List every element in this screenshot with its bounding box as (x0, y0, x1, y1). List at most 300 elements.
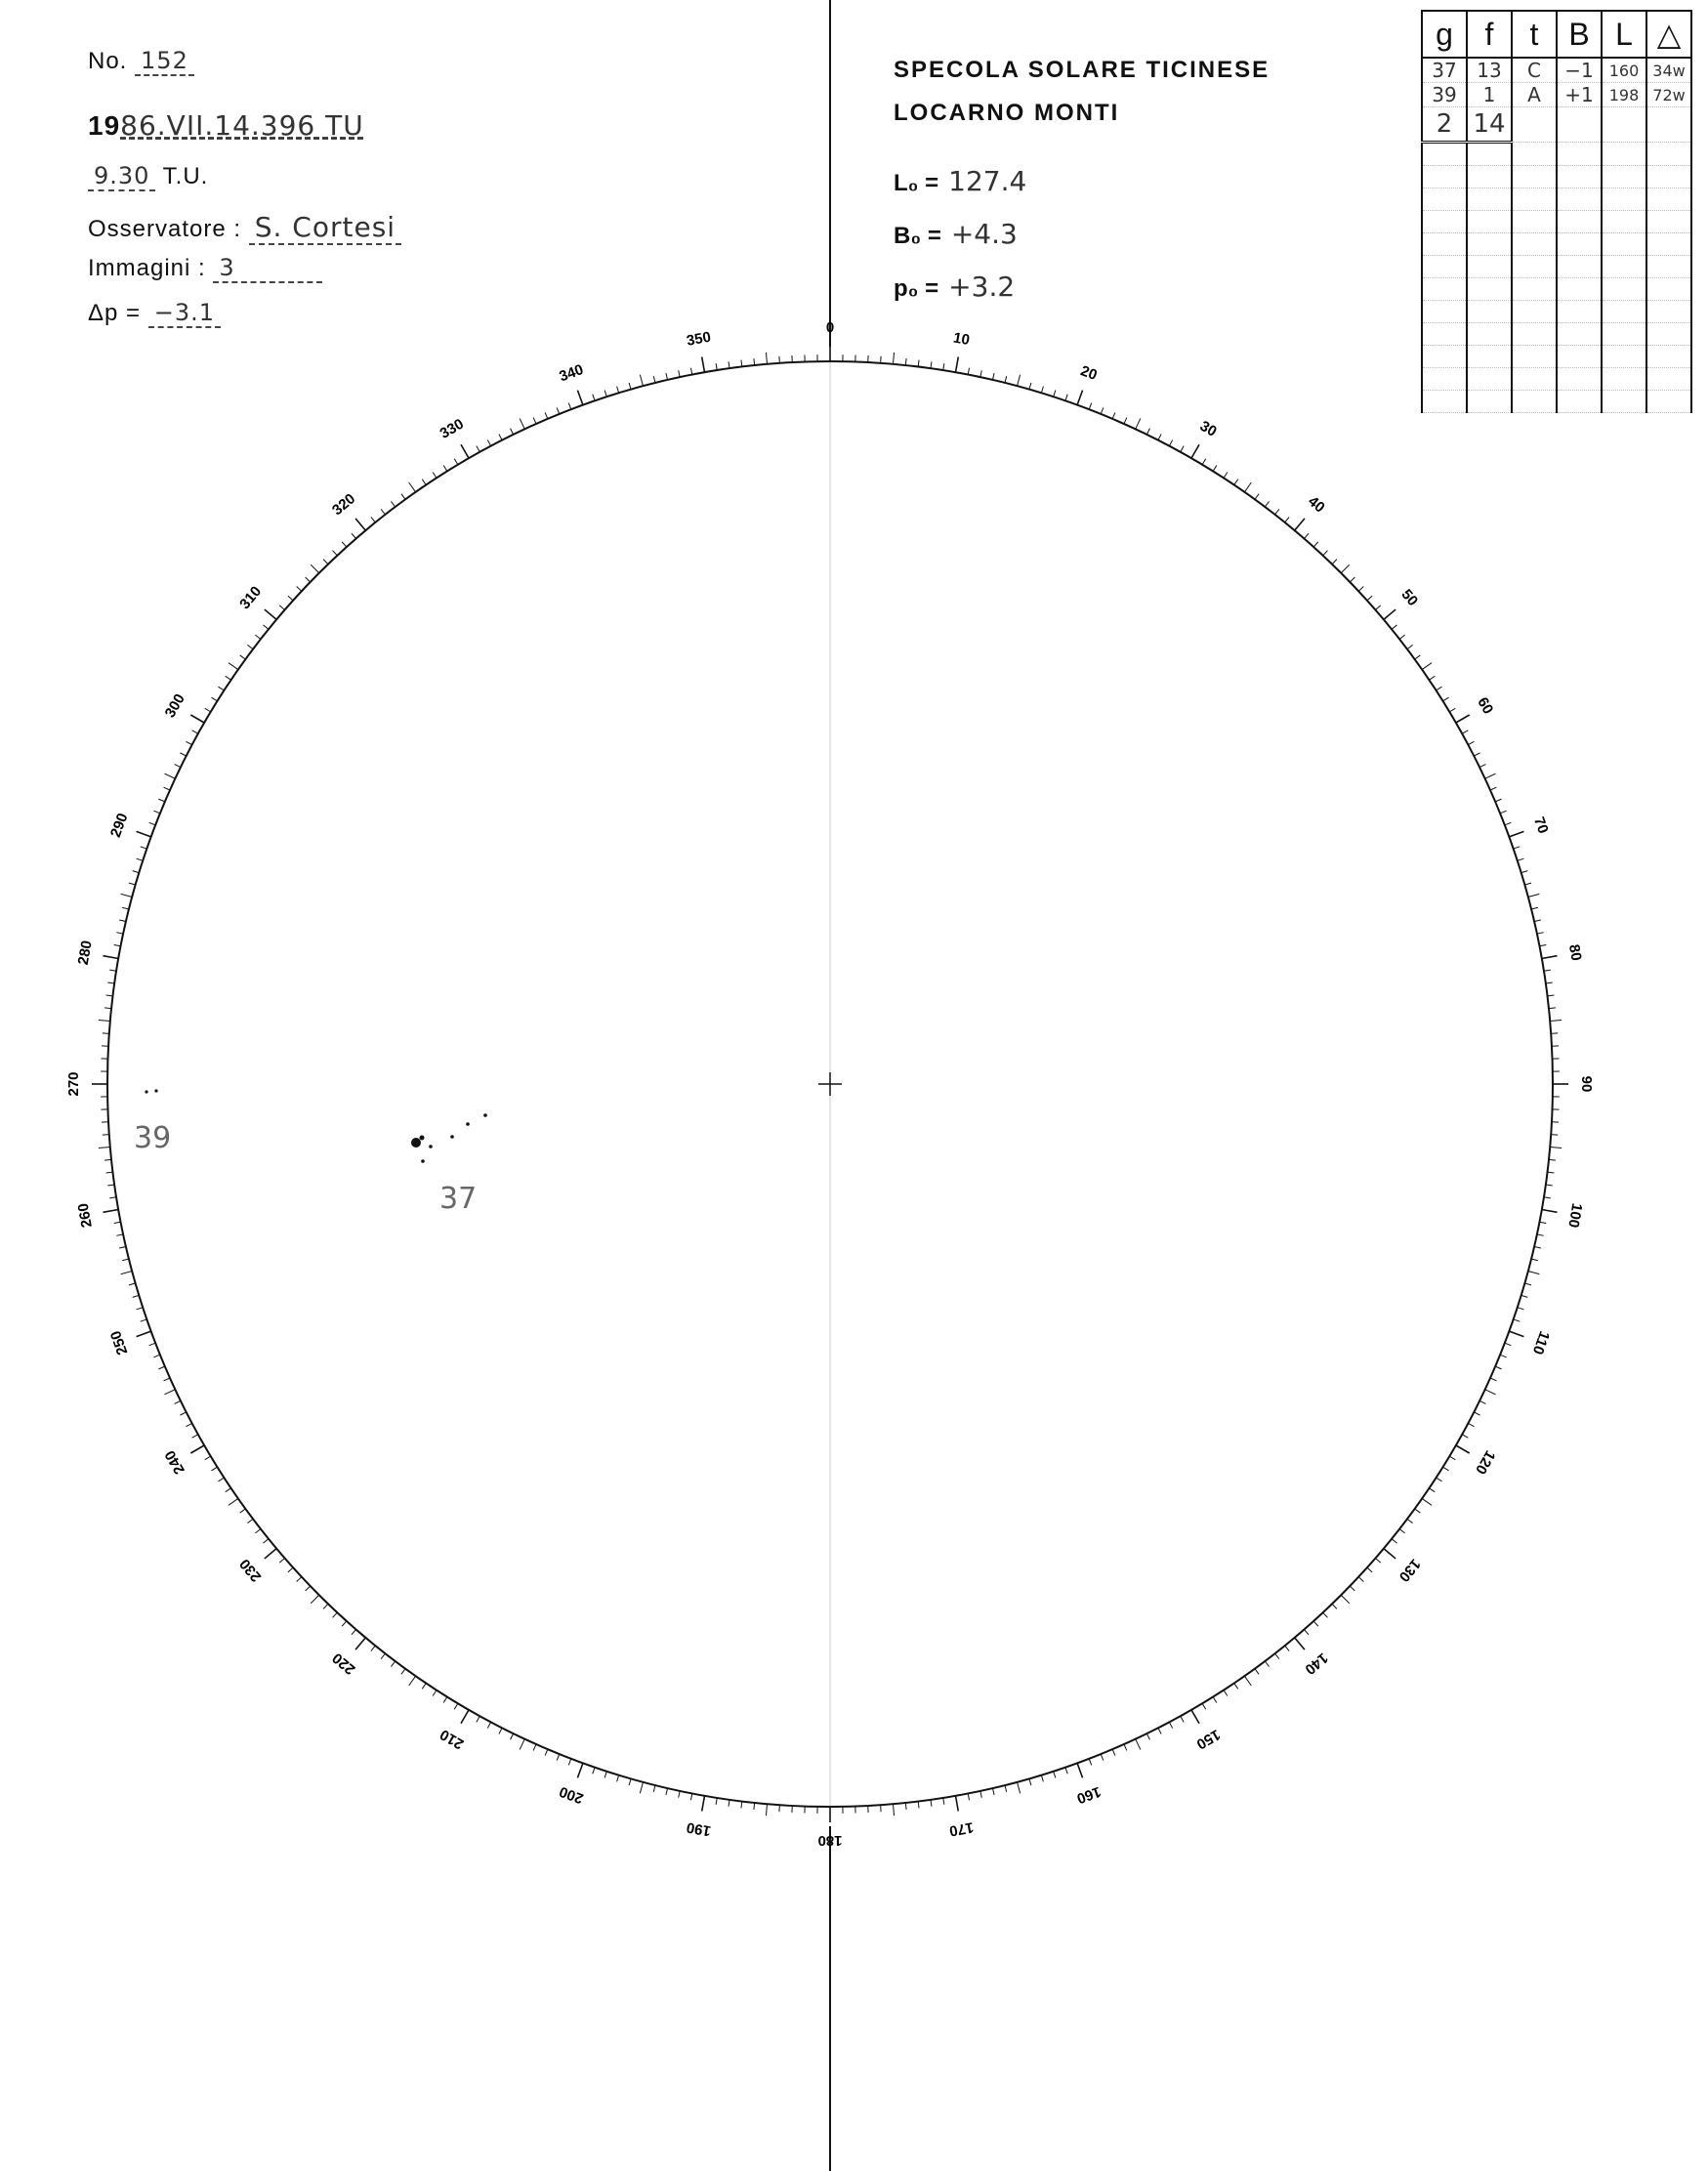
scale-label: 230 (236, 1555, 266, 1585)
scale-tick (1443, 697, 1449, 701)
scale-tick (1077, 1763, 1082, 1777)
scale-tick (106, 1172, 113, 1173)
scale-label: 50 (1397, 586, 1422, 609)
scale-tick (103, 1209, 118, 1212)
scale-tick (381, 509, 385, 515)
scale-tick (1375, 605, 1380, 610)
scale-tick (1550, 1147, 1562, 1148)
scale-tick (1474, 753, 1479, 756)
scale-tick (568, 403, 571, 410)
scale-tick (1443, 1467, 1449, 1471)
scale-tick (114, 944, 121, 945)
scale-tick (1437, 1478, 1442, 1482)
scale-tick (499, 1728, 502, 1733)
scale-tick (593, 395, 595, 401)
scale-tick (106, 995, 113, 996)
scale-tick (1367, 596, 1372, 601)
scale-tick (1191, 1710, 1199, 1724)
scale-tick (323, 1604, 328, 1608)
scale-tick (666, 373, 668, 380)
total-spots: 14 (1467, 107, 1512, 143)
center-cross (818, 1072, 842, 1096)
table-cell: 72w (1646, 83, 1691, 107)
sunspot (483, 1113, 487, 1117)
scale-tick (323, 560, 328, 564)
scale-tick (401, 494, 405, 500)
scale-tick (557, 407, 560, 413)
scale-label: 330 (437, 415, 467, 442)
scale-tick (1485, 1390, 1496, 1395)
scale-tick (1146, 429, 1149, 435)
time-suffix: T.U. (162, 163, 209, 189)
scale-tick (968, 368, 969, 375)
scale-tick (533, 1744, 536, 1750)
scale-tick (1313, 1621, 1318, 1626)
scale-tick (352, 1629, 356, 1634)
scale-tick (158, 799, 164, 802)
scale-tick (1542, 1209, 1558, 1212)
scale-tick (1313, 542, 1318, 547)
scale-tick (109, 970, 116, 971)
scale-tick (255, 1529, 261, 1533)
scale-tick (1437, 687, 1442, 690)
scale-tick (1518, 858, 1524, 860)
observer-label: Osservatore : (88, 216, 242, 242)
scale-tick (545, 412, 548, 418)
scale-tick (1304, 533, 1309, 538)
scale-tick (371, 517, 375, 522)
L0-value: 127.4 (948, 165, 1027, 197)
scale-tick (461, 1710, 469, 1724)
scale-tick (1112, 412, 1115, 418)
scale-label: 80 (1564, 942, 1585, 963)
scale-tick (355, 519, 365, 530)
scale-tick (121, 1272, 133, 1274)
time-value: 9.30 (88, 162, 155, 191)
scale-tick (205, 708, 211, 712)
table-cell: +1 (1557, 83, 1602, 107)
scale-label: 260 (74, 1201, 96, 1230)
scale-tick (499, 434, 502, 439)
delta-p-label: Δp = (88, 300, 142, 326)
sunspot (466, 1122, 470, 1126)
scale-tick (443, 1697, 447, 1703)
scale-tick (297, 587, 302, 592)
scale-tick (279, 1558, 284, 1563)
scale-tick (1169, 439, 1172, 445)
scale-tick (1549, 1159, 1556, 1160)
scale-tick (1275, 1653, 1279, 1659)
scale-tick (511, 429, 514, 435)
images-value: 3 (213, 254, 322, 283)
scale-tick (918, 1801, 919, 1808)
scale-label: 270 (64, 1071, 82, 1097)
scale-tick (433, 473, 437, 479)
scale-tick (629, 1778, 631, 1785)
scale-tick (653, 1785, 655, 1792)
scale-tick (409, 482, 416, 492)
scale-tick (1546, 982, 1553, 983)
scale-tick (1479, 1400, 1485, 1403)
scale-tick (1524, 883, 1531, 885)
scale-label: 220 (329, 1649, 359, 1678)
scale-tick (1429, 676, 1435, 680)
scale-label: 100 (1564, 1201, 1586, 1230)
scale-tick (1005, 376, 1007, 383)
scale-tick (1112, 1749, 1115, 1755)
scale-tick (1202, 459, 1206, 465)
scale-tick (342, 542, 347, 547)
scale-tick (122, 907, 129, 909)
scale-tick (1474, 1412, 1479, 1415)
col-header-g: g (1422, 11, 1467, 58)
scale-tick (158, 1366, 164, 1369)
scale-tick (1547, 995, 1554, 996)
scale-tick (263, 625, 268, 629)
scale-tick (226, 676, 231, 680)
scale-tick (1518, 1308, 1524, 1310)
scale-tick (190, 715, 204, 723)
scale-tick (1422, 1498, 1432, 1505)
sunspot (145, 1090, 147, 1093)
scale-label: 10 (951, 329, 972, 350)
scale-tick (153, 1355, 159, 1357)
scale-tick (1224, 473, 1228, 479)
scale-tick (955, 356, 958, 372)
scale-tick (1136, 418, 1141, 429)
scale-tick (1490, 1378, 1496, 1381)
scale-tick (454, 1703, 458, 1709)
scale-tick (1295, 519, 1305, 530)
scale-tick (229, 1498, 238, 1505)
scale-label: 240 (161, 1447, 188, 1478)
scale-tick (190, 1445, 204, 1453)
scale-tick (180, 753, 186, 756)
scale-label: 250 (106, 1328, 132, 1357)
scale-tick (1521, 1295, 1528, 1297)
table-cell: 34w (1646, 58, 1691, 83)
col-header-f: f (1467, 11, 1512, 58)
scale-tick (433, 1691, 437, 1696)
scale-label: 120 (1472, 1447, 1499, 1478)
scale-label: 280 (74, 939, 96, 967)
scale-tick (1124, 418, 1127, 424)
scale-tick (690, 1793, 691, 1800)
scale-tick (577, 391, 582, 405)
col-header-B: B (1557, 11, 1602, 58)
scale-tick (265, 609, 276, 619)
scale-tick (1534, 1246, 1541, 1248)
scale-tick (164, 787, 170, 790)
scale-tick (1054, 391, 1056, 397)
scale-tick (1244, 1676, 1251, 1686)
scale-tick (141, 847, 147, 849)
scale-tick (1358, 587, 1363, 592)
scale-tick (1375, 1558, 1380, 1563)
scale-tick (311, 564, 318, 572)
sunspot-group-37 (411, 1113, 487, 1216)
scale-tick (180, 1412, 186, 1415)
scale-tick (116, 933, 123, 934)
scale-tick (1136, 1739, 1141, 1750)
table-cell: A (1512, 83, 1557, 107)
scale-tick (219, 687, 225, 690)
scale-tick (229, 663, 238, 670)
scale-tick (306, 577, 311, 582)
scale-tick (1181, 1716, 1184, 1722)
scale-tick (1077, 391, 1082, 405)
scale-label: 90 (1578, 1075, 1596, 1093)
scale-tick (1191, 444, 1199, 458)
scale-tick (1295, 1638, 1305, 1649)
scale-tick (716, 1798, 717, 1805)
scale-tick (422, 1683, 426, 1689)
scale-tick (1544, 1197, 1551, 1198)
scale-tick (129, 1283, 136, 1285)
scale-label: 210 (437, 1726, 467, 1753)
scale-tick (1234, 480, 1238, 485)
scale-tick (1213, 1697, 1217, 1703)
scale-tick (107, 982, 114, 983)
scale-tick (461, 444, 469, 458)
scale-tick (1304, 1629, 1309, 1634)
scale-tick (186, 741, 191, 744)
scale-tick (164, 1378, 170, 1381)
scale-tick (192, 1435, 198, 1438)
scale-tick (1524, 1283, 1531, 1285)
scale-tick (1158, 1728, 1161, 1733)
scale-tick (992, 1788, 994, 1795)
scale-tick (288, 596, 293, 601)
scale-tick (1528, 1272, 1540, 1274)
scale-tick (1065, 1768, 1067, 1774)
scale-label: 130 (1395, 1555, 1424, 1585)
scale-tick (409, 1676, 416, 1686)
scale-tick (422, 480, 426, 485)
scale-tick (1158, 434, 1161, 439)
scale-tick (1462, 731, 1468, 733)
scale-tick (1367, 1567, 1372, 1572)
table-cell: C (1512, 58, 1557, 83)
scale-tick (1546, 1185, 1553, 1186)
scale-tick (1537, 933, 1544, 934)
scale-tick (754, 358, 755, 365)
scale-tick (1468, 741, 1474, 744)
scale-tick (640, 375, 643, 387)
date-prefix: 19 (88, 110, 121, 141)
scale-tick (1101, 1754, 1104, 1760)
scale-tick (1392, 625, 1396, 629)
scale-label: 70 (1529, 814, 1552, 836)
scale-tick (568, 1759, 571, 1766)
scale-tick (306, 1586, 311, 1591)
group-label-39: 39 (134, 1121, 172, 1155)
scale-tick (1449, 708, 1455, 712)
scale-tick (1224, 1691, 1228, 1696)
scale-tick (247, 645, 253, 648)
scale-tick (1407, 645, 1413, 648)
scale-tick (1547, 1172, 1554, 1173)
scale-tick (1285, 1646, 1289, 1650)
delta-p-value: −3.1 (148, 299, 221, 328)
scale-tick (1029, 1778, 1031, 1785)
scale-tick (477, 1716, 479, 1722)
scale-tick (186, 1423, 191, 1426)
scale-tick (1041, 1775, 1043, 1782)
scale-tick (1495, 799, 1501, 802)
scale-tick (557, 1754, 560, 1760)
scale-tick (103, 956, 118, 959)
scale-tick (1456, 715, 1470, 723)
scale-tick (1341, 564, 1349, 572)
scale-tick (520, 418, 524, 429)
total-groups: 2 (1422, 107, 1467, 143)
scale-tick (1550, 1020, 1562, 1021)
scale-tick (119, 1246, 126, 1248)
scale-tick (212, 697, 218, 701)
scale-tick (1213, 466, 1217, 472)
scale-tick (1089, 403, 1092, 410)
scale-label: 350 (685, 328, 713, 350)
scale-label: 0 (825, 318, 835, 336)
scale-tick (653, 376, 655, 383)
scale-tick (905, 1803, 906, 1810)
scale-tick (1500, 1355, 1506, 1357)
scale-tick (192, 731, 198, 733)
scale-tick (766, 1804, 767, 1816)
scale-tick (121, 894, 133, 897)
scale-tick (219, 1478, 225, 1482)
scale-tick (716, 363, 717, 370)
observer-value: S. Cortesi (249, 211, 401, 245)
scale-tick (893, 353, 894, 364)
L0-label: L₀ = (894, 170, 939, 196)
scale-tick (240, 655, 246, 659)
scale-tick (1485, 773, 1496, 778)
scale-tick (766, 353, 767, 364)
scale-label: 320 (329, 490, 359, 520)
scale-tick (263, 1539, 268, 1543)
scale-tick (741, 360, 742, 367)
scale-tick (980, 1791, 981, 1798)
scale-tick (1350, 577, 1354, 582)
scale-tick (1054, 1772, 1056, 1778)
scale-tick (1399, 635, 1405, 639)
scale-tick (1531, 907, 1538, 909)
scale-tick (454, 459, 458, 465)
scale-tick (931, 361, 932, 368)
scale-label: 300 (161, 690, 188, 721)
scale-tick (629, 383, 631, 390)
sunspot-group-39 (134, 1089, 171, 1155)
scale-tick (175, 765, 181, 768)
scale-tick (1521, 871, 1528, 873)
scale-label: 290 (106, 811, 132, 840)
scale-tick (122, 1259, 129, 1261)
scale-label: 140 (1301, 1649, 1331, 1678)
sunspot (420, 1136, 425, 1141)
scale-tick (265, 1549, 276, 1559)
scale-tick (702, 1796, 705, 1812)
scale-tick (1341, 1595, 1349, 1603)
scale-tick (1462, 1435, 1468, 1438)
scale-tick (1285, 517, 1289, 522)
scale-tick (333, 551, 338, 556)
scale-tick (175, 1400, 181, 1403)
scale-tick (1534, 920, 1541, 922)
scale-tick (943, 1798, 944, 1805)
scale-tick (1234, 1683, 1238, 1689)
scale-label: 310 (236, 583, 266, 613)
scale-tick (1244, 482, 1251, 492)
scale-tick (1537, 1234, 1544, 1235)
group-label-37: 37 (439, 1182, 478, 1216)
scale-tick (640, 1782, 643, 1794)
scale-tick (443, 466, 447, 472)
scale-tick (617, 387, 619, 394)
scale-tick (288, 1567, 293, 1572)
scale-tick (918, 360, 919, 367)
sunspot (154, 1089, 157, 1092)
scale-tick (1005, 1785, 1007, 1792)
scale-tick (137, 1308, 144, 1310)
scale-tick (1018, 1782, 1021, 1794)
scale-label: 180 (817, 1832, 843, 1850)
scale-tick (1495, 1366, 1501, 1369)
scale-tick (1265, 501, 1269, 507)
scale-tick (1065, 395, 1067, 401)
scale-tick (99, 1020, 110, 1021)
scale-label: 30 (1196, 417, 1220, 440)
scale-tick (119, 920, 126, 922)
sunspot (429, 1145, 433, 1148)
scale-label: 60 (1474, 694, 1497, 718)
scale-tick (226, 1488, 231, 1492)
scale-tick (391, 1661, 395, 1667)
col-header-L: L (1602, 11, 1646, 58)
scale-tick (1358, 1577, 1363, 1582)
scale-tick (533, 418, 536, 424)
scale-tick (1415, 655, 1421, 659)
scale-tick (980, 370, 981, 377)
scale-tick (1422, 663, 1432, 670)
scale-tick (164, 1390, 175, 1395)
scale-tick (666, 1788, 668, 1795)
scale-tick (255, 635, 261, 639)
scale-tick (1505, 1343, 1512, 1346)
scale-tick (104, 1159, 111, 1160)
scale-tick (371, 1646, 375, 1650)
sunspot (450, 1135, 454, 1139)
scale-tick (1468, 1423, 1474, 1426)
scale-tick (1544, 970, 1551, 971)
scale-tick (1392, 1539, 1396, 1543)
scale-tick (1531, 1259, 1538, 1261)
scale-tick (1332, 1604, 1337, 1608)
scale-tick (593, 1768, 595, 1774)
scale-tick (391, 501, 395, 507)
scale-tick (943, 363, 944, 370)
scale-tick (279, 605, 284, 610)
scale-tick (1265, 1661, 1269, 1667)
institution-name: SPECOLA SOLARE TICINESE (894, 57, 1271, 83)
table-cell: 37 (1422, 58, 1467, 83)
scale-tick (741, 1801, 742, 1808)
scale-tick (1255, 494, 1259, 500)
scale-tick (1323, 1612, 1328, 1617)
table-cell: 39 (1422, 83, 1467, 107)
scale-tick (1456, 1445, 1470, 1453)
